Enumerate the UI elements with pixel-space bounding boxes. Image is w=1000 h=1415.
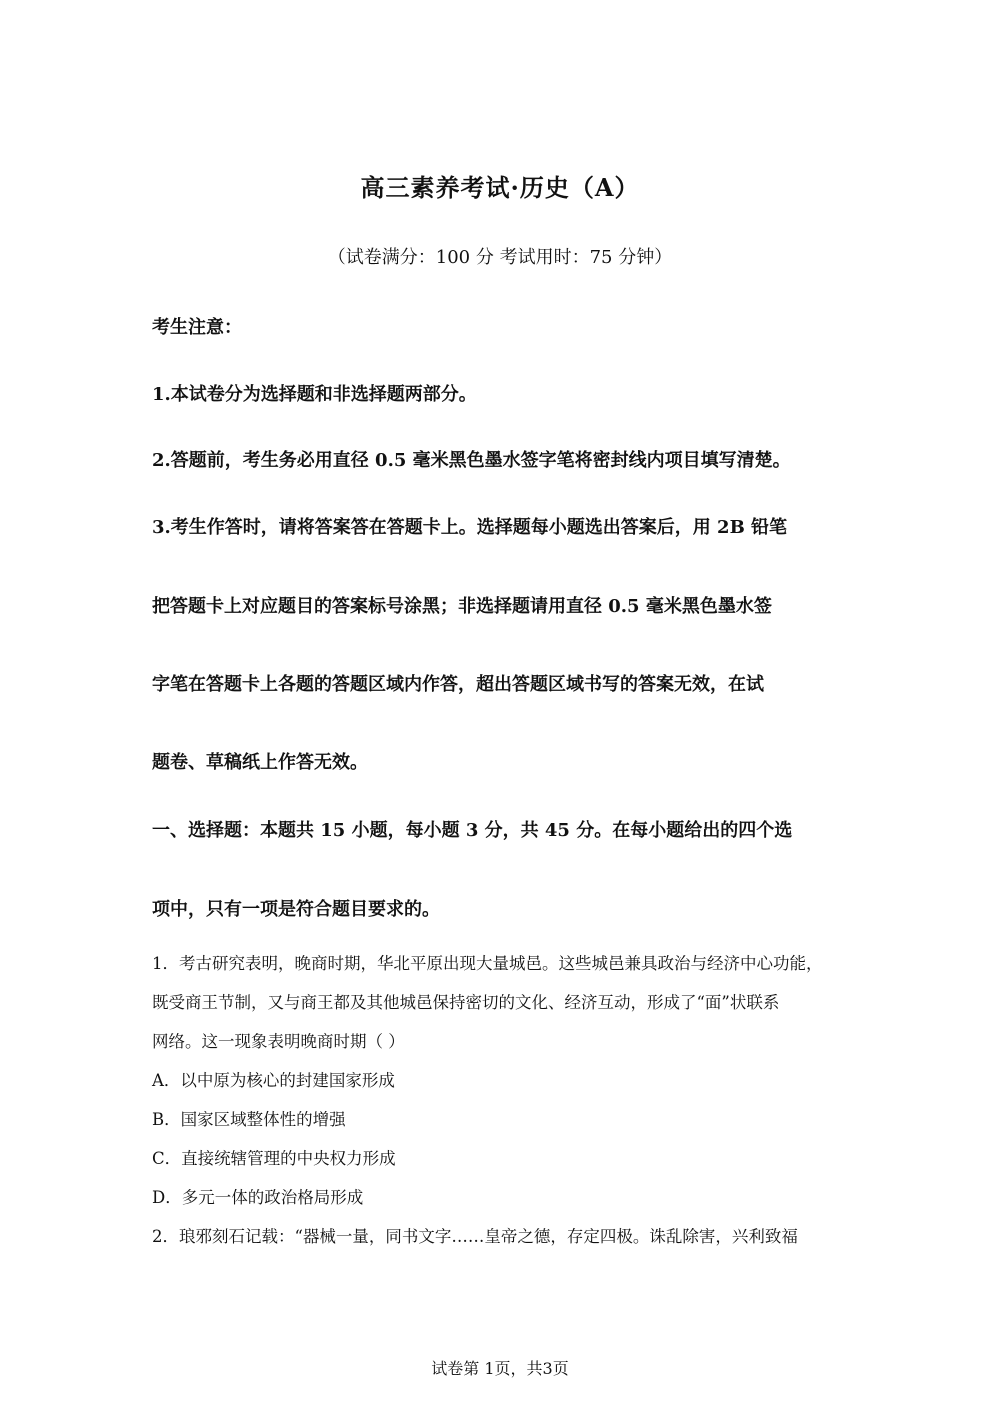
section-heading-line-2: 项中，只有一项是符合题目要求的。 (152, 899, 440, 920)
exam-title: 高三素养考试·历史（A） (360, 173, 640, 202)
question-1-stem-line-3: 网络。这一现象表明晚商时期（ ） (152, 1032, 405, 1051)
section-heading-line-1: 一、选择题：本题共 15 小题，每小题 3 分，共 45 分。在每小题给出的四个选 (152, 820, 793, 841)
question-2-stem-line-1: 2．琅邪刻石记载：“器械一量，同书文字……皇帝之德，存定四极。诛乱除害，兴利致福 (152, 1227, 798, 1246)
notice-line-3: 3.考生作答时，请将答案答在答题卡上。选择题每小题选出答案后，用 2B 铅笔 (152, 517, 788, 538)
page-footer: 试卷第 1页，共3页 (431, 1359, 569, 1378)
question-1-option-c: C．直接统辖管理的中央权力形成 (152, 1149, 396, 1168)
notice-heading: 考生注意： (152, 317, 242, 338)
notice-line-1: 1.本试卷分为选择题和非选择题两部分。 (152, 384, 477, 405)
question-1-option-b: B．国家区域整体性的增强 (152, 1110, 346, 1129)
question-1-stem-line-1: 1．考古研究表明，晚商时期，华北平原出现大量城邑。这些城邑兼具政治与经济中心功能， (152, 954, 823, 973)
notice-line-2: 2.答题前，考生务必用直径 0.5 毫米黑色墨水签字笔将密封线内项目填写清楚。 (152, 450, 791, 471)
notice-line-5: 字笔在答题卡上各题的答题区域内作答，超出答题区域书写的答案无效，在试 (152, 674, 764, 695)
question-1-option-d: D．多元一体的政治格局形成 (152, 1188, 364, 1207)
notice-line-4: 把答题卡上对应题目的答案标号涂黑；非选择题请用直径 0.5 毫米黑色墨水签 (152, 596, 772, 617)
exam-subtitle: （试卷满分：100 分 考试用时：75 分钟） (327, 247, 673, 268)
notice-line-6: 题卷、草稿纸上作答无效。 (152, 752, 368, 773)
question-1-stem-line-2: 既受商王节制，又与商王都及其他城邑保持密切的文化、经济互动，形成了“面”状联系 (152, 993, 780, 1012)
question-1-option-a: A．以中原为核心的封建国家形成 (152, 1071, 395, 1090)
